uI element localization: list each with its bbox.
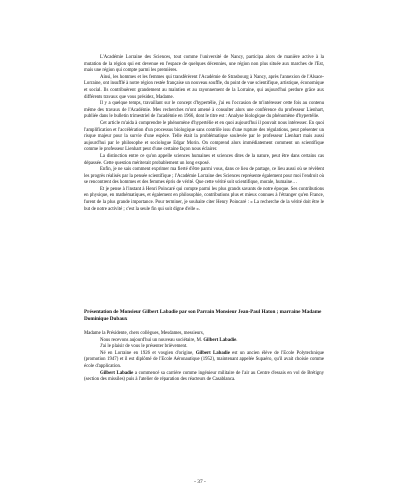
member-name: Gilbert Labadie — [203, 337, 237, 343]
paragraph: Cet article m'aida à comprendre le phénomène d'hypertélie et en quoi aujourd'hui il pouvait nous intéresser. En quoi l'amplification et l'accélération d'un processus biologique sans contrôle issu d'une rupture des régulations, peut présenter un risque majeur pour la survie d'une espèce. Telle était la problématique soulevée par le professeur Lienhart mais aussi aujourd'hui par le philosophe et sociologue Edgar Morin. On comprend alors immédiatement comment un scientifique comme le professeur Lienhart peut d'une certaine façon nous éclairer. — [84, 120, 324, 153]
member-name: Gilbert Labadie — [100, 370, 134, 376]
paragraph: La distinction entre ce qu'on appelle sciences humaines et sciences dites de la nature, peut être dans certains cas dépassée. Cette question mériterait probablement un long exposé. — [84, 153, 324, 166]
paragraph: Enfin, je ne sais comment exprimer ma fierté d'être parmi vous, dans ce lieu de partage, ce lieu aussi où se révèlent les progrès réalisés par la pensée scientifique ; l'Académie Lorraine des Sciences représente également pour moi l'endroit où se rencontrent des hommes et des femmes épris de vérité. Que cette vérité soit scientifique, morale, humaine… — [84, 167, 324, 186]
bio-paragraph — [84, 351, 324, 371]
body-text-lower — [84, 331, 324, 384]
paragraph: Ainsi, les hommes et les femmes qui transférèrent l'Académie de Strasbourg à Nancy, après l'annexion de l'Alsace-Lorraine, ont insufflé à notre région restée française un nouveau souffle, du point de vue scientifique, artistique, économique et social. Ils contribuèrent grandement au maintien et au rayonnement de la Lorraine, qui aujourd'hui perdure grâce aux différents travaux que vous présidez, Madame. — [84, 74, 324, 100]
intro-paragraph — [84, 338, 324, 345]
page-number: - 37 - — [194, 479, 206, 485]
bio-text: Né en Lorraine en 1926 et vosgien d'origine, — [100, 350, 196, 356]
pleasure-line: J'ai le plaisir de vous le présenter brièvement. — [100, 344, 188, 350]
paragraph: Et je pense à l'instant à Henri Poincaré qui compte parmi les plus grands savants de notre époque. Ses contributions en physique, en mathématiques, et également en philosophie, contributions plus et mieux connues à l'étranger qu'en France, furent de la plus grande importance. Pour terminer, je souhaite citer Henry Poincaré : « La recherche de la vérité doit être le but de notre activité ; c'est la seule fin qui soit digne d'elle ». — [84, 186, 324, 212]
greeting: Madame la Présidente, chers collègues, Mesdames, messieurs, — [84, 331, 204, 336]
career-text: a commencé sa carrière comme ingénieur militaire de l'air au Centre d'essais en vol de Brétigny (section des missiles) puis à l'atelier de réparation des réacteurs de Casablanca. — [84, 370, 324, 383]
intro-text: Nous recevons aujourd'hui un nouveau sociétaire, M. — [100, 337, 204, 343]
career-paragraph — [84, 371, 324, 384]
paragraph: Il y a quelque temps, travaillant sur le concept d'hypertélie, j'ai eu l'occasion de m'intéresser cette fois au contenu même des travaux de l'Académie. Mes recherches m'ont amené à consulter alors une conférence du professeur Lienhart, publiée dans le bulletin trimestriel de l'académie en 1966, dont le titre est : Analyse biologique du phénomène d'hypertélie. — [84, 101, 324, 120]
body-text-upper — [84, 55, 324, 213]
bio-text: est un ancien élève de l'Ecole Polytechnique (promotion 1947) et il est diplômé de l'Ecole Aéronautique (1952), maintenant appelée Supaéro, qu'il avait choisie comme école d'application. — [84, 350, 324, 369]
section-heading: Présentation de Monsieur Gilbert Labadie par son Parrain Monsieur Jean-Paul Haton ; marraine Madame Dominique Dubaux — [84, 309, 322, 322]
paragraph: L'Académie Lorraine des Sciences, tout comme l'université de Nancy, participa alors de manière active à la mutation de la région qui est devenue en l'espace de quelques décennies, une région non plus située aux marches de l'Est, mais une région qui compte parmi les premières. — [84, 55, 324, 74]
member-name: Gilbert Labadie — [195, 350, 230, 356]
intro-end: . — [236, 337, 238, 343]
